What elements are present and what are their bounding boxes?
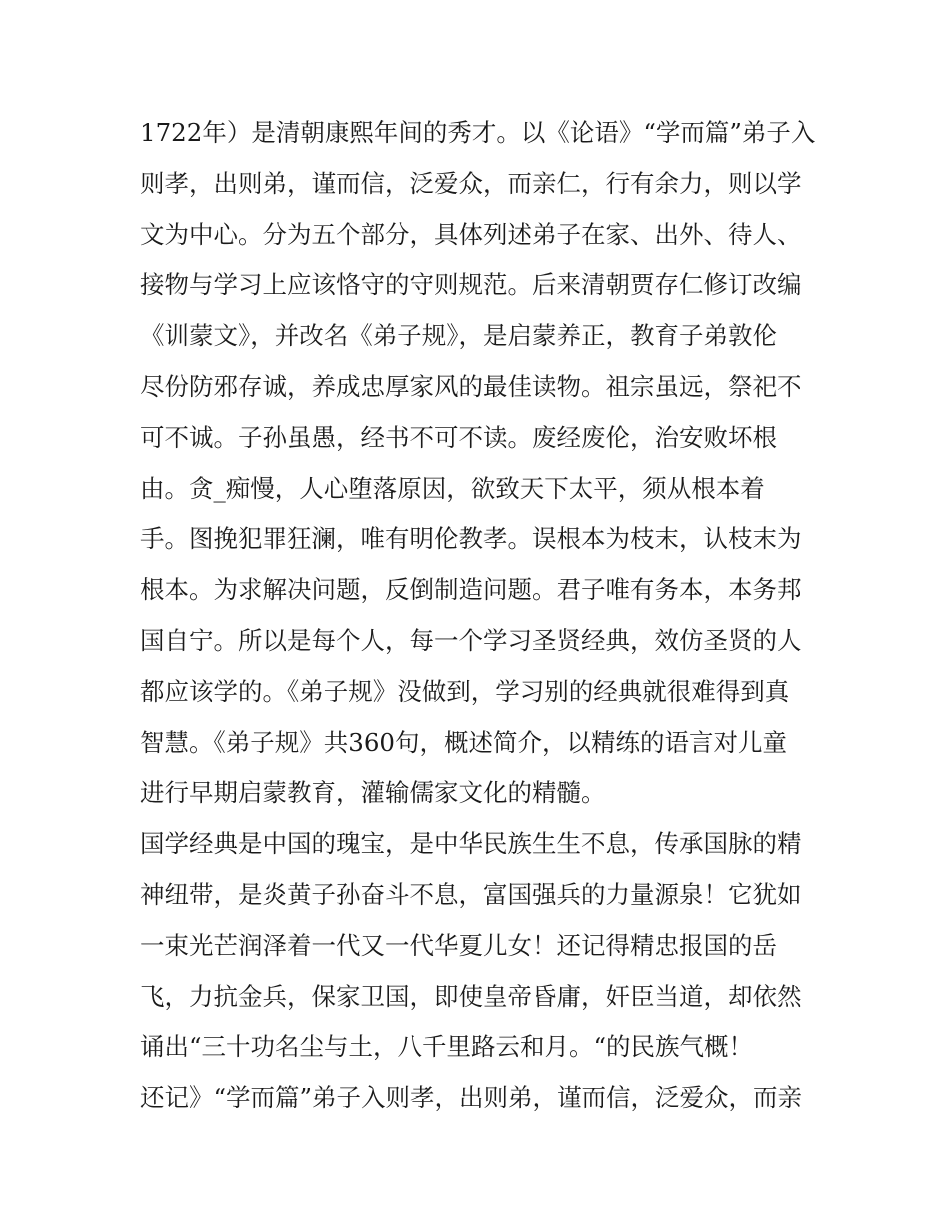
text-line: 智慧。《弟子规》共360句，概述简介，以精练的语言对儿童 [140,727,788,757]
body-text [140,108,820,1124]
text-line: 由。贪_痴慢，人心堕落原因，欲致天下太平，须从根本着 [140,473,765,503]
text-line: 可不诚。子孙虽愚，经书不可不读。废经废伦，治安败坏根 [140,422,777,452]
text-line: 还记》“学而篇”弟子入则孝，出则弟，谨而信，泛爱众，而亲 [140,1083,803,1113]
text-line: 国学经典是中国的瑰宝，是中华民族生生不息，传承国脉的精 [140,829,802,859]
text-line: 国自宁。所以是每个人，每一个学习圣贤经典，效仿圣贤的人 [140,625,802,655]
text-line: 都应该学的。《弟子规》没做到，学习别的经典就很难得到真 [140,676,790,706]
text-line: 则孝，出则弟，谨而信，泛爱众，而亲仁，行有余力，则以学 [140,168,802,198]
text-line: 一束光芒润泽着一代又一代华夏儿女！还记得精忠报国的岳 [140,930,777,960]
text-line: 接物与学习上应该恪守的守则规范。后来清朝贾存仁修订改编 [140,270,802,300]
text-line: 尽份防邪存诚，养成忠厚家风的最佳读物。祖宗虽远，祭祀不 [140,371,802,401]
text-line: 手。图挽犯罪狂澜，唯有明伦教孝。误根本为枝末，认枝末为 [140,524,802,554]
text-line: 《训蒙文》，并改名《弟子规》，是启蒙养正，教育子弟敦伦 [140,321,777,351]
text-line: 文为中心。分为五个部分，具体列述弟子在家、出外、待人、 [140,219,802,249]
text-line: 飞，力抗金兵，保家卫国，即使皇帝昏庸，奸臣当道，却依然 [140,981,802,1011]
text-line: 诵出“三十功名尘与土，八千里路云和月。“的民族气概！ [140,1032,754,1062]
text-line: 神纽带，是炎黄子孙奋斗不息，富国强兵的力量源泉！它犹如 [140,879,802,909]
text-line: 1722年）是清朝康熙年间的秀才。以《论语》“学而篇”弟子入 [140,118,816,147]
text-line: 根本。为求解决问题，反倒制造问题。君子唯有务本，本务邦 [140,575,802,605]
text-line: 进行早期启蒙教育，灌输儒家文化的精髓。 [140,778,606,808]
